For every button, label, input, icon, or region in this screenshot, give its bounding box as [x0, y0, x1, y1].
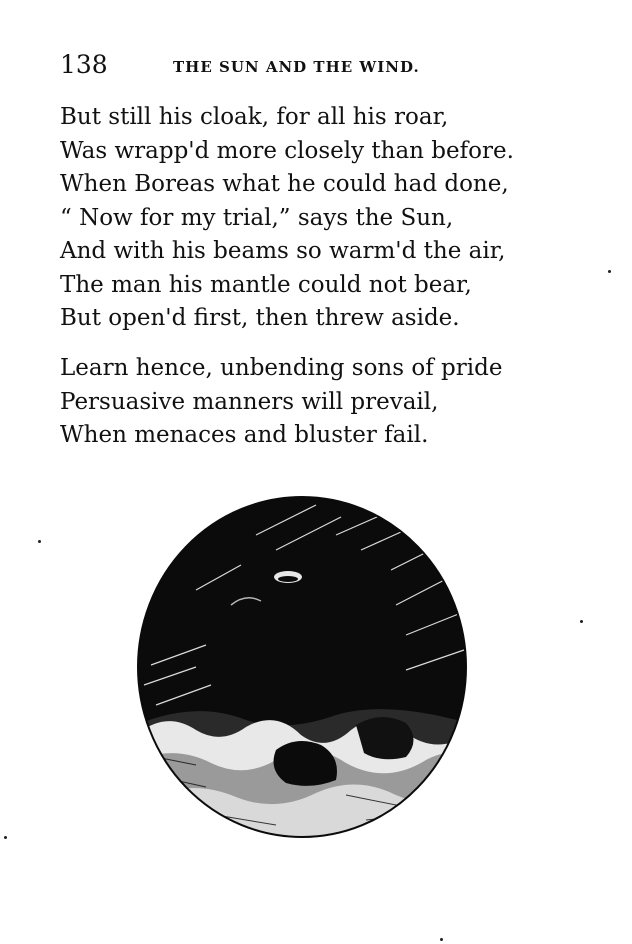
poem-stanza	[60, 352, 502, 453]
ink-speck	[608, 270, 611, 273]
storm-sea-engraving-icon	[136, 495, 468, 840]
poem-line: “ Now for my trial,” says the Sun,	[60, 204, 454, 231]
ink-speck	[38, 540, 41, 543]
running-title: THE SUN AND THE WIND.	[173, 58, 420, 76]
poem-line: When menaces and bluster fail.	[60, 422, 429, 448]
poem-line: And with his beams so warm'd the air,	[60, 238, 506, 264]
poem-line: Persuasive manners will prevail,	[60, 388, 439, 415]
poem-line: Learn hence, unbending sons of pride	[60, 355, 503, 381]
ink-speck	[4, 836, 7, 839]
poem-line: Was wrapp'd more closely than before.	[60, 137, 514, 164]
poem-line: But open'd first, then threw aside.	[60, 305, 460, 331]
poem-line: The man his mantle could not bear,	[60, 271, 472, 298]
ink-speck	[440, 938, 443, 941]
page-number: 138	[60, 50, 108, 79]
poem-stanza	[60, 101, 514, 336]
ink-speck	[580, 620, 583, 623]
poem-line: But still his cloak, for all his roar,	[60, 104, 449, 130]
page-header	[60, 50, 580, 80]
poem-line: When Boreas what he could had done,	[60, 171, 509, 197]
